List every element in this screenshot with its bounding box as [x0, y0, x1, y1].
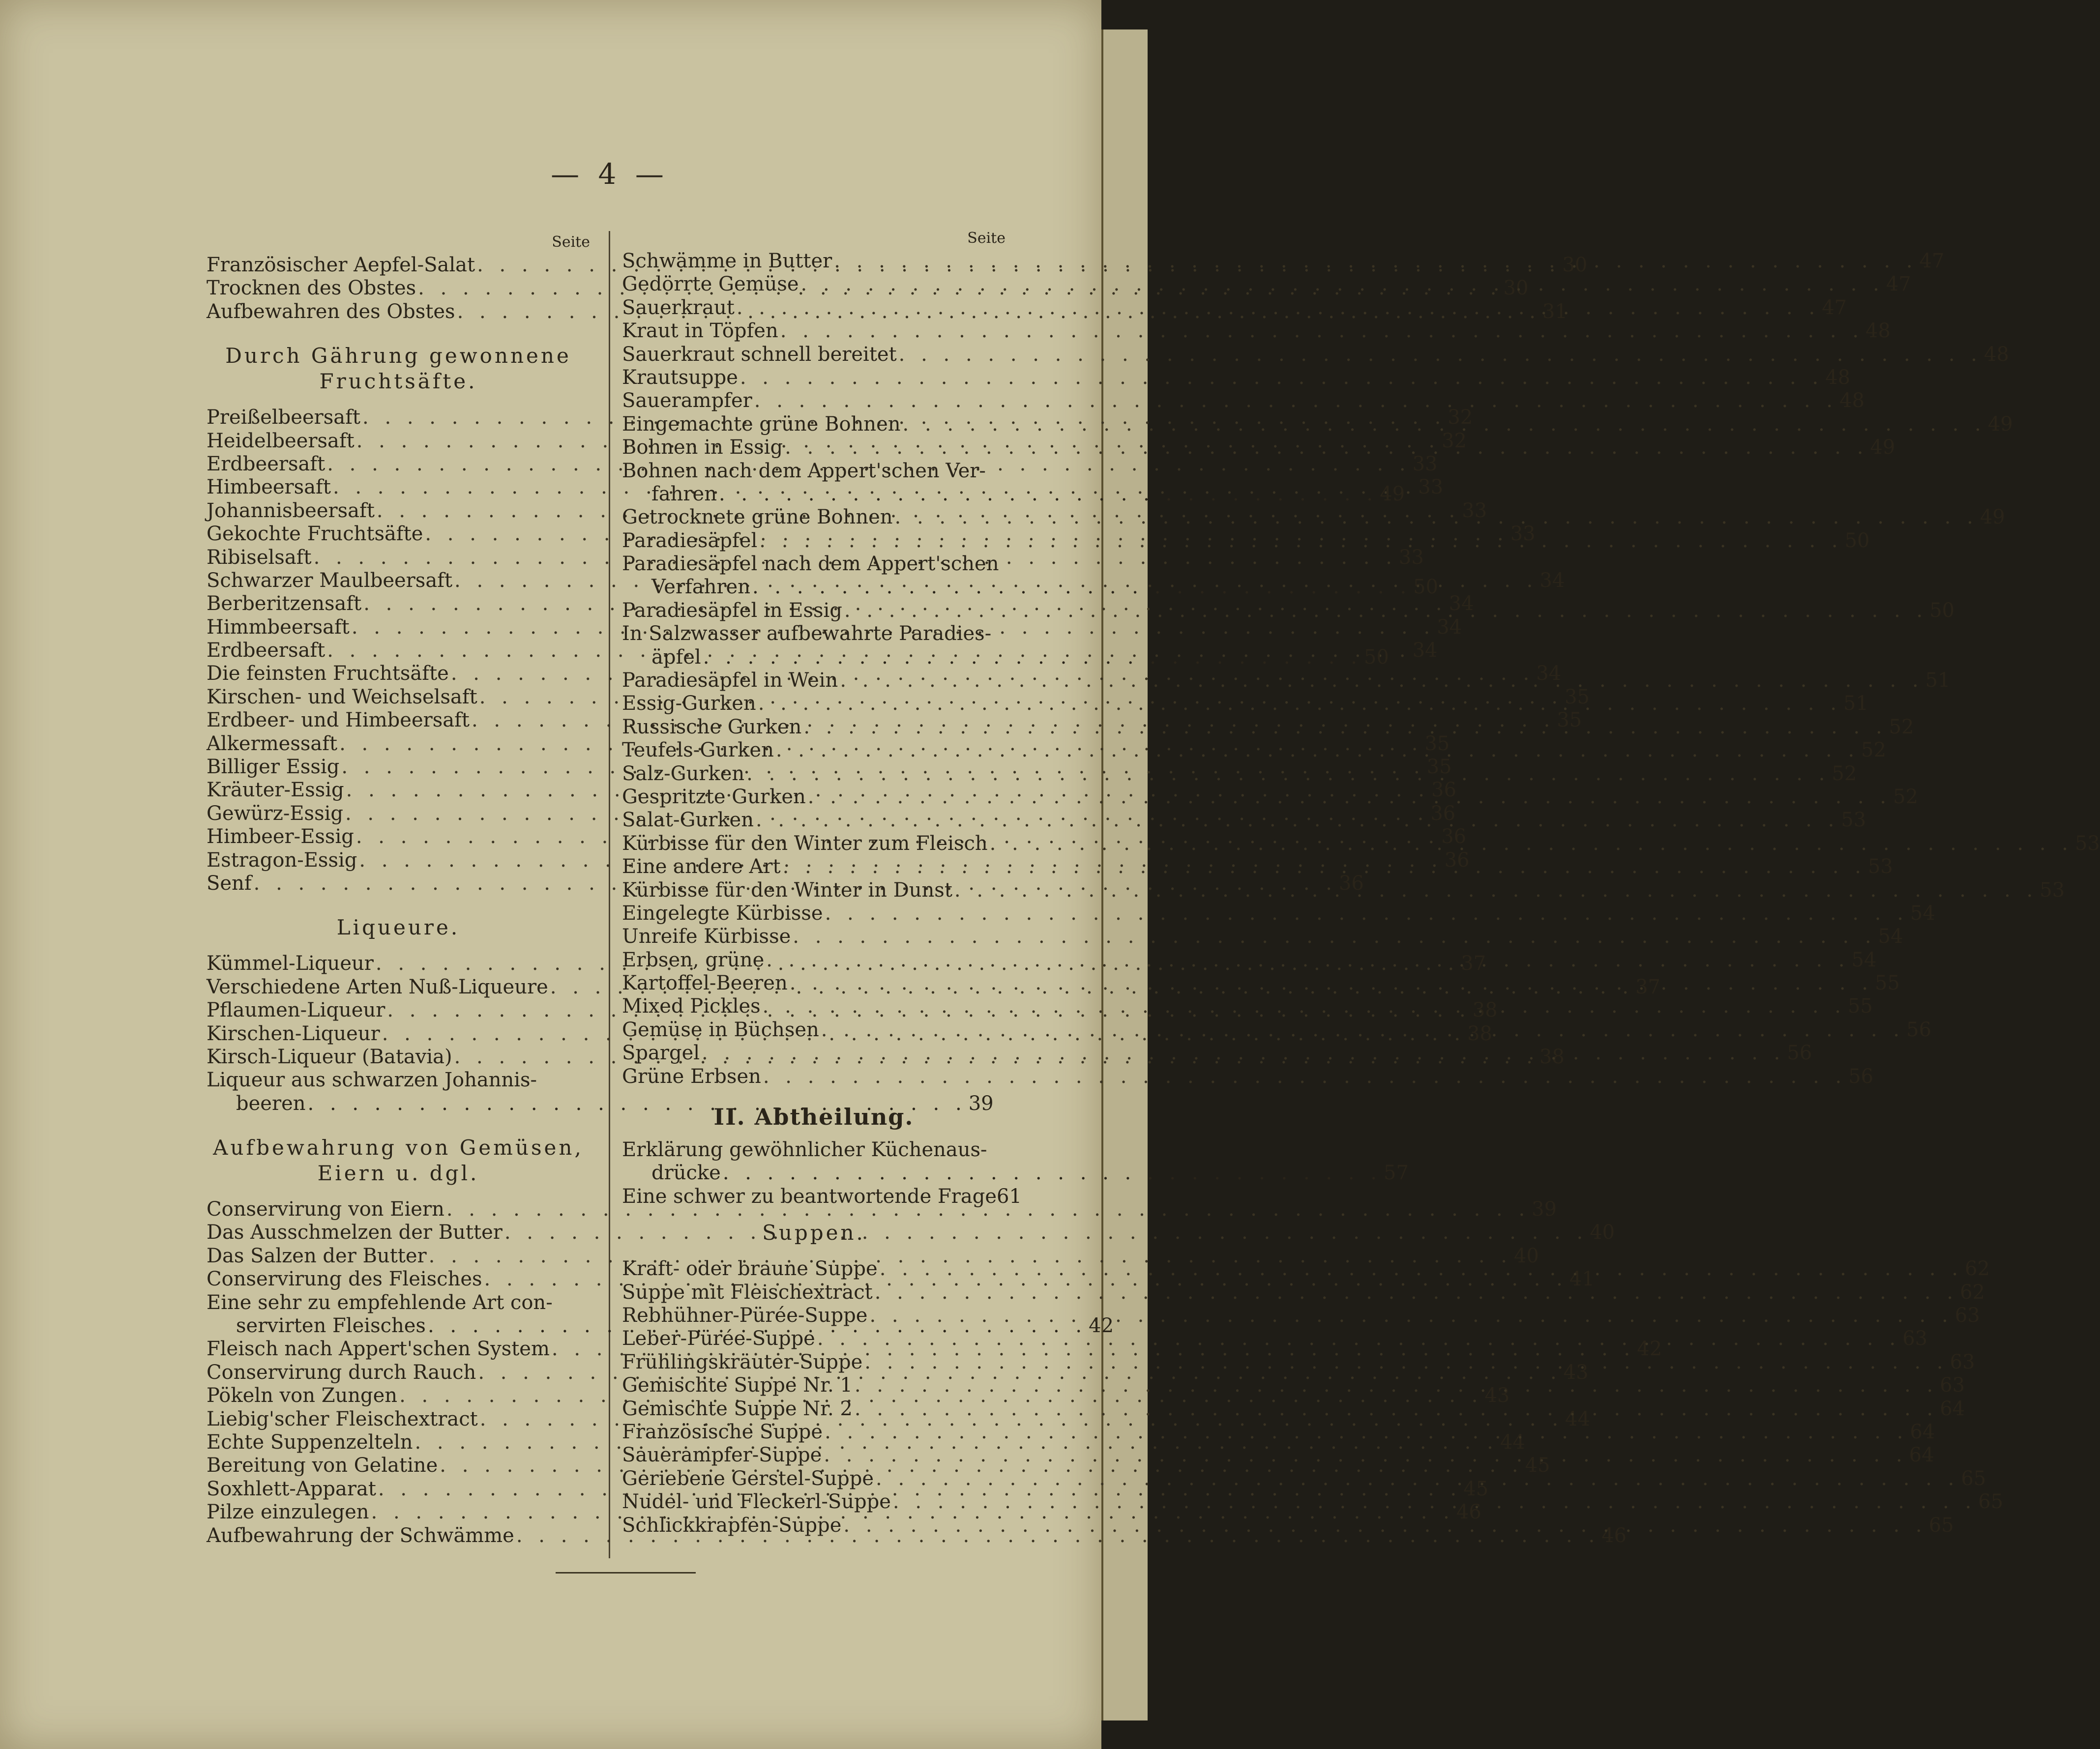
toc-entry-title: Geriebene Gerstel-Suppe — [622, 1467, 874, 1490]
dot-leader — [855, 1398, 1938, 1421]
toc-entry-page: 32 — [1442, 429, 1467, 452]
toc-entry — [622, 1281, 1985, 1304]
toc-entry-title: Preißelbeersaft — [207, 406, 361, 429]
toc-entry-title: Aufbewahrung der Schwämme — [207, 1524, 514, 1547]
toc-entry-title: Nudel- und Fleckerl-Suppe — [622, 1490, 891, 1514]
toc-entry-title: Sauerampfer — [622, 389, 752, 412]
toc-entry-title: Soxhlett-Apparat — [207, 1477, 376, 1500]
toc-entry — [207, 1244, 1539, 1268]
toc-entry-title: Erdbeer- und Himbeersaft — [207, 709, 470, 732]
toc-entry-page: 43 — [1563, 1361, 1589, 1384]
toc-entry-page: 38 — [1467, 1022, 1492, 1045]
toc-entry-title: Billiger Essig — [207, 756, 340, 779]
toc-entry-title: Kirschen- und Weichselsaft — [207, 685, 477, 708]
toc-entry-title: Erdbeersaft — [207, 639, 325, 662]
toc-entry-page: 52 — [1832, 762, 1857, 785]
toc-entry-page: 55 — [1875, 972, 1900, 995]
toc-entry-page: 33 — [1510, 523, 1536, 546]
toc-entry: Paradiesäpfel in Essig . . . 50 — [622, 599, 1006, 622]
toc-entry-page: 33 — [1418, 476, 1444, 499]
toc-entry-title: Himbeersaft — [207, 476, 331, 499]
toc-entry-page: 44 — [1565, 1407, 1590, 1430]
section-heading: Durch Gährung gewonnene Fruchtsäfte. — [225, 344, 571, 394]
toc-entry-page: 47 — [1919, 249, 1945, 272]
toc-entry — [207, 452, 1438, 476]
toc-entry-page: 49 — [1980, 506, 2005, 529]
toc-entry: Liqueur aus schwarzen Johannis- beeren . . . 39 — [207, 1069, 590, 1115]
toc-entry: Erklärung gewöhnlicher Küchenaus- drücke . . . 57 — [622, 1138, 1006, 1185]
page-number: — 4 — — [551, 157, 669, 191]
toc-entry-title: Conservirung von Eiern — [207, 1198, 444, 1221]
toc-entry-title: Unreife Kürbisse — [622, 925, 791, 948]
toc-entry-title: Pilze einzulegen — [207, 1501, 369, 1524]
toc-entry-title: Berberitzensaft — [207, 592, 362, 615]
toc-entry-page: 41 — [1569, 1268, 1595, 1291]
dot-leader — [801, 273, 1884, 296]
seite-header: Seite — [967, 230, 1006, 247]
dot-leader — [990, 832, 2073, 855]
toc-entry — [207, 615, 1462, 639]
toc-entry-title: Gewürz-Essig — [207, 802, 343, 825]
toc-entry-title: Die feinsten Fruchtsäfte — [207, 662, 449, 685]
toc-entry — [622, 343, 2009, 366]
toc-entry-page: 34 — [1437, 615, 1462, 639]
toc-entry-page: 31 — [1542, 300, 1568, 323]
dot-leader — [899, 343, 1982, 366]
section-heading: Liqueure. — [336, 915, 460, 940]
dot-leader — [954, 879, 2038, 902]
toc-entry-page: 44 — [1500, 1431, 1525, 1454]
toc-entry-title: Getrocknete grüne Bohnen — [622, 506, 893, 529]
dot-leader — [903, 413, 1986, 436]
toc-entry-page: 40 — [1590, 1221, 1615, 1244]
toc-entry: Eine schwer zu beantwortende Frage 61 — [622, 1185, 1022, 1208]
toc-entry — [622, 902, 1935, 925]
dot-leader — [808, 786, 1891, 809]
toc-entry-page: 32 — [1448, 406, 1473, 429]
toc-entry — [622, 1065, 1874, 1088]
toc-entry-title: Leber-Pürée-Suppe — [622, 1327, 815, 1350]
toc-entry-page: 52 — [1861, 739, 1887, 762]
toc-entry-page: 30 — [1503, 277, 1529, 300]
dot-leader — [834, 250, 1917, 273]
toc-entry-page: 33 — [1398, 546, 1424, 569]
toc-entry-page: 34 — [1539, 569, 1565, 592]
toc-entry-title: Heidelbeersaft — [207, 429, 355, 452]
dot-leader — [759, 529, 1842, 553]
toc-entry-title: Rebhühner-Pürée-Suppe — [622, 1304, 868, 1327]
dot-leader — [824, 1444, 1907, 1467]
toc-entry-title: Kraft- oder braune Suppe — [622, 1257, 878, 1281]
toc-entry-title: Salz-Gurken — [622, 762, 745, 785]
dot-leader — [702, 1042, 1785, 1065]
toc-entry-title: Fleisch nach Appert'schen System — [207, 1338, 550, 1361]
toc-entry-title: Pökeln von Zungen — [207, 1384, 398, 1407]
toc-entry-title: Krautsuppe — [622, 366, 738, 389]
toc-entry-page: 52 — [1889, 715, 1914, 738]
dot-leader — [780, 320, 1863, 343]
toc-entry-title: Eingelegte Kürbisse — [622, 902, 823, 925]
toc-entry-title: Teufels-Gurken — [622, 739, 774, 762]
toc-entry-page: 64 — [1909, 1444, 1934, 1467]
dot-leader — [869, 1304, 1952, 1327]
toc-entry-title: Kürbisse für den Winter zum Fleisch — [622, 832, 988, 855]
toc-entry-page: 46 — [1601, 1524, 1627, 1547]
dot-leader — [776, 739, 1859, 762]
toc-entry-page: 50 — [1844, 529, 1870, 552]
toc-entry-title: Senf — [207, 872, 252, 895]
dot-leader — [763, 1065, 1846, 1088]
toc-entry-page: 48 — [1839, 389, 1865, 412]
toc-entry-page: 54 — [1910, 902, 1935, 925]
toc-entry-title: Suppe mit Fleischextract — [622, 1281, 873, 1304]
toc-entry-page: 53 — [2074, 832, 2100, 855]
toc-entry-page: 53 — [2040, 878, 2065, 902]
dot-leader — [803, 716, 1887, 739]
toc-entry-title: Frühlingskräuter-Suppe — [622, 1350, 863, 1373]
toc-entry-page: 48 — [1984, 343, 2009, 366]
toc-entry-page: 36 — [1338, 872, 1364, 895]
toc-entry-page: 33 — [1412, 452, 1438, 475]
section-heading: Aufbewahrung von Gemüsen, Eiern u. dgl. — [213, 1136, 584, 1186]
toc-entry-title: Paradiesäpfel in Wein — [622, 669, 838, 692]
toc-entry-page: 39 — [1532, 1198, 1557, 1221]
dot-leader — [740, 366, 1823, 389]
toc-entry-title: Eine andere Art — [622, 855, 781, 878]
toc-entry-page: 53 — [1867, 855, 1893, 878]
toc-entry-page: 35 — [1565, 685, 1590, 708]
toc-entry-title: Gedörrte Gemüse — [622, 273, 799, 296]
toc-entry-title: Echte Suppenzelteln — [207, 1431, 413, 1454]
toc-entry-page: 48 — [1865, 320, 1891, 343]
toc-entry-title: Erdbeersaft — [207, 452, 325, 475]
abtheilung-heading: II. Abtheilung. — [713, 1104, 914, 1131]
toc-entry-page: 64 — [1940, 1397, 1965, 1420]
toc-entry — [622, 925, 1903, 948]
dot-leader — [758, 692, 1841, 715]
toc-entry-page: 42 — [1637, 1338, 1662, 1361]
dot-leader — [817, 1327, 1900, 1350]
toc-entry — [207, 1198, 1557, 1221]
toc-entry-page: 36 — [1441, 825, 1467, 848]
toc-entry-title: Gespritzte Gurken — [622, 785, 806, 808]
toc-entry-page: 56 — [1787, 1042, 1812, 1065]
toc-entry-page: 38 — [1472, 999, 1498, 1022]
dot-leader — [737, 296, 1820, 320]
dot-leader — [793, 925, 1876, 948]
toc-entry-title: Conservirung des Fleisches — [207, 1268, 482, 1291]
dot-leader — [825, 902, 1908, 925]
dot-leader — [840, 669, 1923, 692]
toc-entry-page: 52 — [1893, 785, 1919, 808]
toc-entry-page: 35 — [1557, 709, 1582, 732]
toc-entry-page: 53 — [1841, 809, 1866, 832]
toc-entry-page: 63 — [1954, 1304, 1980, 1327]
dot-leader — [756, 809, 1839, 832]
toc-entry-title: Verschiedene Arten Nuß-Liqueure — [207, 975, 548, 998]
toc-entry-title: Estragon-Essig — [207, 848, 357, 872]
toc-entry-page: 37 — [1461, 952, 1486, 975]
toc-entry-page: 65 — [1928, 1514, 1954, 1537]
toc-entry-title: Grüne Erbsen — [622, 1065, 761, 1088]
toc-entry-title: Französischer Aepfel-Salat — [207, 253, 475, 276]
toc-entry-title: Liebig'scher Fleischextract — [207, 1407, 478, 1430]
toc-entry-page: 49 — [1987, 412, 2013, 436]
toc-entry-title: Himmbeersaft — [207, 615, 350, 639]
toc-entry-title: Mixed Pickles — [622, 995, 761, 1018]
toc-entry-title: Russische Gurken — [622, 715, 802, 738]
toc-entry-page: 45 — [1463, 1477, 1489, 1500]
dot-leader — [763, 995, 1846, 1018]
toc-entry-title: Himbeer-Essig — [207, 825, 354, 848]
toc-entry-page: 46 — [1456, 1501, 1481, 1524]
dot-leader — [876, 1467, 1959, 1490]
toc-entry-page: 62 — [1965, 1257, 1990, 1281]
toc-entry-page: 45 — [1525, 1454, 1550, 1477]
dot-leader — [875, 1281, 1958, 1304]
dot-leader — [893, 1490, 1976, 1514]
toc-entry-title: Gemischte Suppe Nr. 1 — [622, 1374, 853, 1397]
dot-leader — [864, 1351, 1948, 1374]
toc-entry-title: Johannisbeersaft — [207, 499, 375, 522]
toc-entry-title: Erbsen, grüne — [622, 948, 765, 971]
toc-entry-title: Gemüse in Büchsen — [622, 1018, 819, 1041]
toc-entry-page: 49 — [1870, 436, 1895, 459]
dot-leader — [783, 855, 1866, 878]
toc-entry — [622, 389, 1865, 412]
toc-entry-title: Eingemachte grüne Bohnen — [622, 412, 901, 436]
toc-entry-page: 51 — [1925, 669, 1951, 692]
toc-entry-page: 40 — [1513, 1244, 1539, 1267]
toc-entry-page: 33 — [1462, 499, 1487, 522]
toc-entry-page: 63 — [1950, 1350, 1975, 1373]
toc-entry-page: 34 — [1449, 592, 1474, 615]
toc-entry-title: Alkermessaft — [207, 732, 338, 755]
toc-entry — [622, 320, 1891, 343]
toc-entry — [622, 366, 1851, 389]
toc-entry-page: 34 — [1412, 639, 1438, 662]
toc-entry-page: 62 — [1960, 1281, 1985, 1304]
toc-entry-title: Französische Suppe — [622, 1420, 823, 1443]
toc-entry-title: Kümmel-Liqueur — [207, 952, 374, 975]
toc-entry-title: Bereitung von Gelatine — [207, 1454, 438, 1477]
toc-entry-title: Schwarzer Maulbeersaft — [207, 569, 453, 592]
toc-entry-title: Kraut in Töpfen — [622, 320, 778, 343]
toc-entry-title: Schlickkrapfen-Suppe — [622, 1514, 842, 1537]
seite-header: Seite — [552, 233, 590, 251]
dot-leader — [766, 949, 1849, 972]
dot-leader — [790, 972, 1873, 995]
toc-entry-title: Bohnen in Essig — [622, 436, 783, 459]
toc-entry-title: Salat-Gurken — [622, 809, 754, 832]
toc-entry-title: Sauerkraut — [622, 296, 735, 319]
toc-entry-page: 47 — [1822, 296, 1847, 319]
toc-entry-title: Aufbewahren des Obstes — [207, 300, 455, 323]
toc-entry-title: Spargel — [622, 1042, 700, 1065]
dot-leader — [785, 436, 1868, 459]
toc-entry-page: 37 — [1635, 975, 1661, 998]
toc-entry-page: 63 — [1940, 1374, 1965, 1397]
toc-entry-page: 54 — [1878, 925, 1903, 948]
toc-entry-title: Pflaumen-Liqueur — [207, 999, 385, 1022]
toc-entry-page: 56 — [1906, 1018, 1932, 1041]
toc-entry-title: Sauerkraut schnell bereitet — [622, 343, 897, 366]
dot-leader — [825, 1421, 1908, 1444]
toc-entry-title: Kartoffel-Beeren — [622, 972, 788, 995]
toc-entry-page: 38 — [1539, 1045, 1565, 1068]
toc-entry-page: 63 — [1902, 1327, 1928, 1350]
dot-leader — [843, 1514, 1926, 1537]
toc-entry-title: Trocknen des Obstes — [207, 277, 416, 300]
dot-leader — [880, 1257, 1963, 1281]
toc-entry-page: 48 — [1825, 366, 1851, 389]
toc-entry-title: Gekochte Fruchtsäfte — [207, 523, 423, 546]
toc-entry-page: 34 — [1536, 662, 1562, 685]
toc-entry-page: 36 — [1430, 802, 1456, 825]
bottom-rule — [556, 1572, 696, 1574]
toc-entry-page: 65 — [1961, 1467, 1986, 1490]
toc-entry-page: 35 — [1426, 756, 1452, 779]
toc-entry: Paradiesäpfel nach dem Appert'schen Verfahren . . . 50 — [622, 553, 1006, 599]
toc-entry-title: Das Ausschmelzen der Butter — [207, 1221, 503, 1244]
toc-entry-title: Essig-Gurken — [622, 692, 756, 715]
dot-leader — [855, 1374, 1938, 1397]
dot-leader — [754, 389, 1837, 412]
toc-entry-title: Schwämme in Butter — [622, 249, 832, 272]
toc-entry-page: 43 — [1484, 1384, 1510, 1407]
toc-entry-title: Gemischte Suppe Nr. 2 — [622, 1397, 853, 1420]
toc-entry-page: 51 — [1843, 692, 1868, 715]
toc-entry-page: 30 — [1562, 253, 1588, 276]
dot-leader — [895, 506, 1978, 529]
dot-leader — [746, 762, 1830, 786]
toc-entry-title: Kürbisse für den Winter in Dunst — [622, 878, 952, 902]
toc-entry-title: Das Salzen der Butter — [207, 1244, 427, 1267]
toc-entry — [207, 592, 1474, 615]
toc-entry — [622, 1304, 1980, 1327]
toc-entry-page: 56 — [1848, 1065, 1874, 1088]
toc-entry-title: Sauerampfer-Suppe — [622, 1444, 822, 1467]
toc-entry: Bohnen nach dem Appert'schen Ver- fahren . . . 49 — [622, 460, 1006, 506]
toc-entry-title: Conservirung durch Rauch — [207, 1361, 476, 1384]
toc-entry — [207, 639, 1438, 662]
toc-entry-title: Ribiselsaft — [207, 546, 312, 569]
dot-leader — [821, 1019, 1904, 1042]
toc-entry: In Salzwasser aufbewahrte Paradies- äpfel . . . 50 — [622, 622, 1006, 669]
toc-entry-page: 47 — [1886, 273, 1911, 296]
toc-entry-title: Kirschen-Liqueur — [207, 1022, 380, 1045]
toc-entry-title: Paradiesäpfel — [622, 529, 758, 552]
section-heading: Suppen. — [762, 1221, 865, 1245]
toc-entry-page: 36 — [1444, 848, 1470, 872]
toc-entry-page: 35 — [1424, 732, 1450, 755]
toc-entry-page: 55 — [1847, 995, 1873, 1018]
toc-entry-page: 64 — [1910, 1420, 1935, 1443]
toc-entry-page: 65 — [1978, 1490, 2004, 1514]
toc-entry-title: Kräuter-Essig — [207, 779, 344, 802]
toc-entry: Eine sehr zu empfehlende Art con- servirten Fleisches . . . 42 — [207, 1291, 590, 1338]
toc-entry-title: Kirsch-Liqueur (Batavia) — [207, 1045, 452, 1068]
toc-entry — [207, 546, 1424, 569]
toc-entry-page: 54 — [1851, 948, 1877, 971]
toc-entry-page: 36 — [1431, 779, 1456, 802]
